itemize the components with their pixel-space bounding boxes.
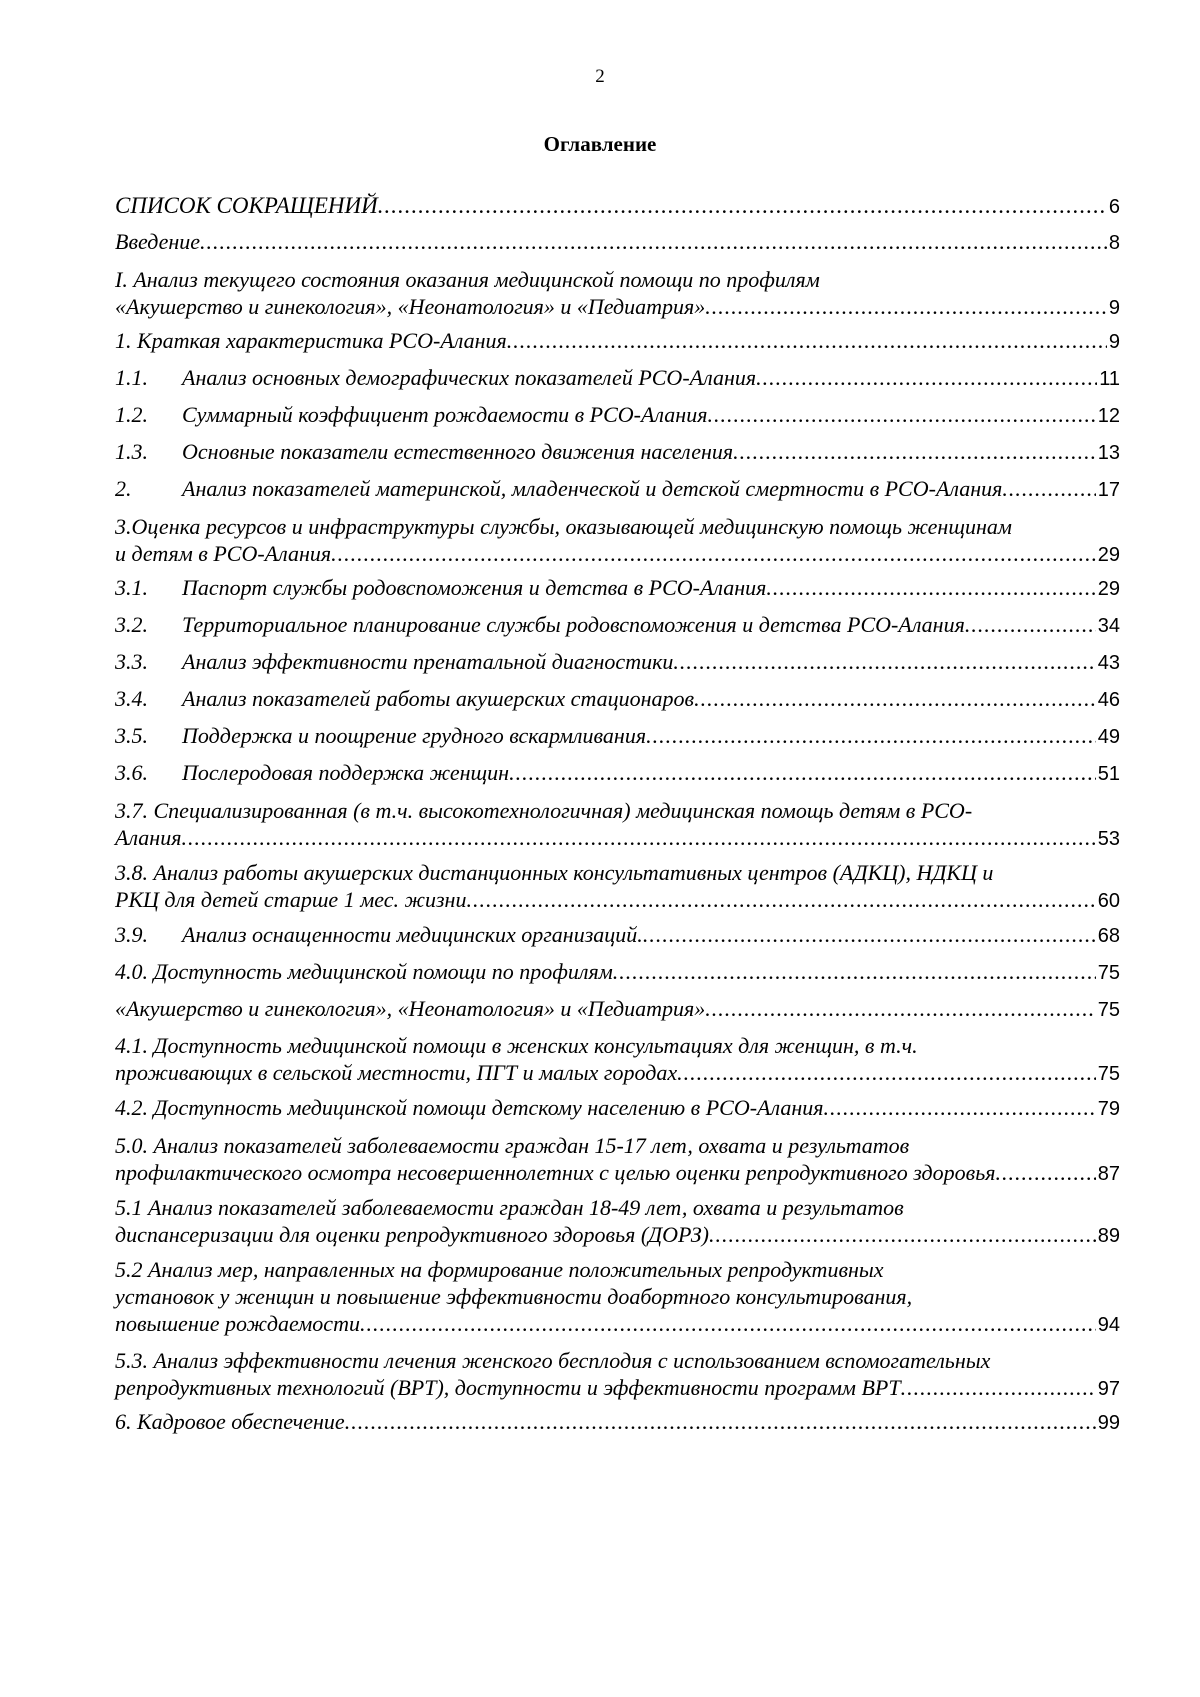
toc-entry-page: 46 [1097, 689, 1120, 711]
toc-entry-number: 3.9. [115, 922, 148, 947]
toc-entry-page: 51 [1097, 763, 1120, 785]
dot-leader [965, 611, 1096, 638]
toc-entry[interactable] [115, 1347, 1120, 1403]
toc-entry-text: Анализ основных демографических показателей РСО-Алания [182, 365, 757, 390]
toc-entry-line: 4.1. Доступность медицинской помощи в женских консультациях для женщин, в т.ч. [115, 1033, 918, 1058]
toc-entry[interactable] [115, 958, 1120, 987]
toc-entry-line: установок у женщин и повышение эффективности доабортного консультирования, [115, 1284, 913, 1309]
toc-entry-number: 1.2. [115, 402, 148, 427]
dot-leader [756, 364, 1097, 391]
toc-entry[interactable] [115, 574, 1120, 603]
toc-entry[interactable] [115, 759, 1120, 788]
toc-entry-line: 3.Оценка ресурсов и инфраструктуры службы, оказывающей медицинскую помощь женщинам [115, 514, 1012, 539]
toc-entry-text: Анализ оснащенности медицинских организаций. [182, 922, 643, 947]
toc-entry-page: 6 [1108, 196, 1120, 218]
toc-entry-line: 5.3. Анализ эффективности лечения женского бесплодия с использованием вспомогательных [115, 1348, 991, 1373]
toc-entry-page: 29 [1097, 544, 1120, 566]
toc-entry-line: 5.1 Анализ показателей заболеваемости граждан 18-49 лет, охвата и результатов [115, 1195, 904, 1220]
dot-leader [733, 438, 1096, 465]
toc-entry-number: 3.2. [115, 612, 148, 637]
toc-entry[interactable] [115, 401, 1120, 430]
toc-entry-text: проживающих в сельской местности, ПГТ и малых городах [115, 1060, 678, 1085]
toc-entry-page: 99 [1097, 1412, 1120, 1434]
toc-entry-line: 5.2 Анализ мер, направленных на формирование положительных репродуктивных [115, 1257, 884, 1282]
toc-entry[interactable] [115, 266, 1120, 322]
toc-entry[interactable] [115, 192, 1120, 221]
toc-entry-text: Анализ эффективности пренатальной диагностики [182, 649, 674, 674]
toc-entry[interactable] [115, 995, 1120, 1024]
dot-leader [709, 1221, 1096, 1248]
toc-entry-text: репродуктивных технологий (ВРТ), доступности и эффективности программ ВРТ [115, 1375, 901, 1400]
toc-entry-number: 3.6. [115, 760, 148, 785]
toc-entry-page: 8 [1108, 232, 1120, 254]
toc-entry-line: 5.0. Анализ показателей заболеваемости граждан 15-17 лет, охвата и результатов [115, 1133, 910, 1158]
toc-entry-text: 4.2. Доступность медицинской помощи детскому населению в РСО-Алания [115, 1095, 824, 1120]
toc-entry-text: «Акушерство и гинекология», «Неонатология» и «Педиатрия» [115, 996, 706, 1021]
toc-entry-page: 79 [1097, 1098, 1120, 1120]
dot-leader [331, 540, 1096, 567]
dot-leader [360, 1310, 1096, 1337]
toc-entry-page: 34 [1097, 615, 1120, 637]
toc-entry[interactable] [115, 722, 1120, 751]
toc-entry-number: 2. [115, 476, 132, 501]
toc-entry-page: 9 [1108, 331, 1120, 353]
dot-leader [673, 648, 1095, 675]
toc-entry-page: 13 [1097, 442, 1120, 464]
dot-leader [995, 1159, 1095, 1186]
toc-entry-number: 1.1. [115, 365, 148, 390]
toc-entry-text: «Акушерство и гинекология», «Неонатология» и «Педиатрия» [115, 294, 706, 319]
dot-leader [509, 759, 1096, 786]
toc-entry[interactable] [115, 1194, 1120, 1250]
toc-entry-text: повышение рождаемости [115, 1311, 360, 1336]
toc-entry-line: I. Анализ текущего состояния оказания медицинской помощи по профилям [115, 267, 820, 292]
dot-leader [466, 886, 1095, 913]
toc-entry-text: 1. Краткая характеристика РСО-Алания [115, 328, 507, 353]
toc-entry-page: 12 [1097, 405, 1120, 427]
toc-entry-page: 17 [1097, 479, 1120, 501]
toc-entry-text: профилактического осмотра несовершеннолетних с целью оценки репродуктивного здоровья [115, 1160, 996, 1185]
toc-entry[interactable] [115, 685, 1120, 714]
page-number: 2 [595, 66, 605, 87]
toc-entry-page: 11 [1099, 368, 1120, 390]
toc-entry-text: Основные показатели естественного движения населения [182, 439, 734, 464]
dot-leader [707, 401, 1095, 428]
toc-entry[interactable] [115, 327, 1120, 356]
toc-entry-page: 75 [1097, 962, 1120, 984]
toc-entry[interactable] [115, 438, 1120, 467]
toc-entry-number: 3.4. [115, 686, 148, 711]
dot-leader [694, 685, 1096, 712]
toc-entry[interactable] [115, 1132, 1120, 1188]
toc-entry[interactable] [115, 1408, 1120, 1437]
toc-entry-page: 75 [1097, 999, 1120, 1021]
toc-entry-text: Территориальное планирование службы родовспоможения и детства РСО-Алания [182, 612, 965, 637]
dot-leader [613, 958, 1096, 985]
toc-entry-text: Анализ показателей материнской, младенческой и детской смертности в РСО-Алания [182, 476, 1003, 501]
toc-entry-page: 29 [1097, 578, 1120, 600]
toc-entry-text: РКЦ для детей старше 1 мес. жизни [115, 887, 467, 912]
toc-entry-text: Послеродовая поддержка женщин [182, 760, 510, 785]
toc-entry-text: Введение [115, 229, 201, 254]
toc-entry-page: 9 [1108, 297, 1120, 319]
toc-entry-text: и детям в РСО-Алания [115, 541, 332, 566]
toc-entry-number: 3.1. [115, 575, 148, 600]
toc-entry-number: 3.3. [115, 649, 148, 674]
dot-leader [1002, 475, 1095, 502]
toc-entry-page: 60 [1097, 890, 1120, 912]
toc-entry[interactable] [115, 364, 1120, 393]
toc-entry-text: Алания [115, 825, 182, 850]
toc-entry[interactable] [115, 859, 1120, 915]
dot-leader [823, 1094, 1095, 1121]
toc-entry[interactable] [115, 648, 1120, 677]
toc-entry[interactable] [115, 797, 1120, 853]
toc-entry-page: 49 [1097, 726, 1120, 748]
toc-entry-page: 89 [1097, 1225, 1120, 1247]
toc-entry-text: Суммарный коэффициент рождаемости в РСО-Алания [182, 402, 708, 427]
dot-leader [646, 722, 1096, 749]
toc-entry-page: 53 [1097, 828, 1120, 850]
dot-leader [705, 995, 1095, 1022]
toc-entry-line: 3.8. Анализ работы акушерских дистанционных консультативных центров (АДКЦ), НДКЦ и [115, 860, 994, 885]
toc-title: Оглавление [543, 132, 657, 156]
toc-entry-page: 68 [1097, 925, 1120, 947]
dot-leader [200, 228, 1107, 255]
dot-leader [677, 1059, 1096, 1086]
toc-entry-page: 43 [1097, 652, 1120, 674]
dot-leader [643, 921, 1096, 948]
dot-leader [345, 1408, 1096, 1435]
dot-leader [507, 327, 1107, 354]
toc-entry[interactable] [115, 1094, 1120, 1123]
dot-leader [901, 1374, 1096, 1401]
toc-entry-text: СПИСОК СОКРАЩЕНИЙ [115, 193, 378, 218]
toc-entry[interactable] [115, 228, 1120, 257]
toc-entry[interactable] [115, 513, 1120, 569]
dot-leader [181, 824, 1095, 851]
toc-entry-text: Поддержка и поощрение грудного вскармливания [182, 723, 647, 748]
toc-entry-text: диспансеризации для оценки репродуктивного здоровья (ДОРЗ) [115, 1222, 709, 1247]
dot-leader [705, 293, 1107, 320]
toc-entry-page: 94 [1097, 1314, 1120, 1336]
toc-entry-number: 3.5. [115, 723, 148, 748]
toc-entry-page: 75 [1097, 1063, 1120, 1085]
toc-entry[interactable] [115, 611, 1120, 640]
toc-entry-text: 4.0. Доступность медицинской помощи по профилям [115, 959, 613, 984]
dot-leader [378, 192, 1107, 219]
toc-entry-page: 87 [1097, 1163, 1120, 1185]
dot-leader [766, 574, 1095, 601]
toc-entry[interactable] [115, 1032, 1120, 1088]
toc-entry-number: 1.3. [115, 439, 148, 464]
toc-entry-text: Паспорт службы родовспоможения и детства в РСО-Алания [182, 575, 767, 600]
toc-entry-line: 3.7. Специализированная (в т.ч. высокотехнологичная) медицинская помощь детям в РСО- [115, 798, 973, 823]
toc-entry[interactable] [115, 921, 1120, 950]
toc-entry[interactable] [115, 1256, 1120, 1339]
toc-entry-page: 97 [1097, 1378, 1120, 1400]
toc-entry[interactable] [115, 475, 1120, 504]
toc-entry-text: Анализ показателей работы акушерских стационаров [182, 686, 695, 711]
toc-entry-text: 6. Кадровое обеспечение [115, 1409, 345, 1434]
